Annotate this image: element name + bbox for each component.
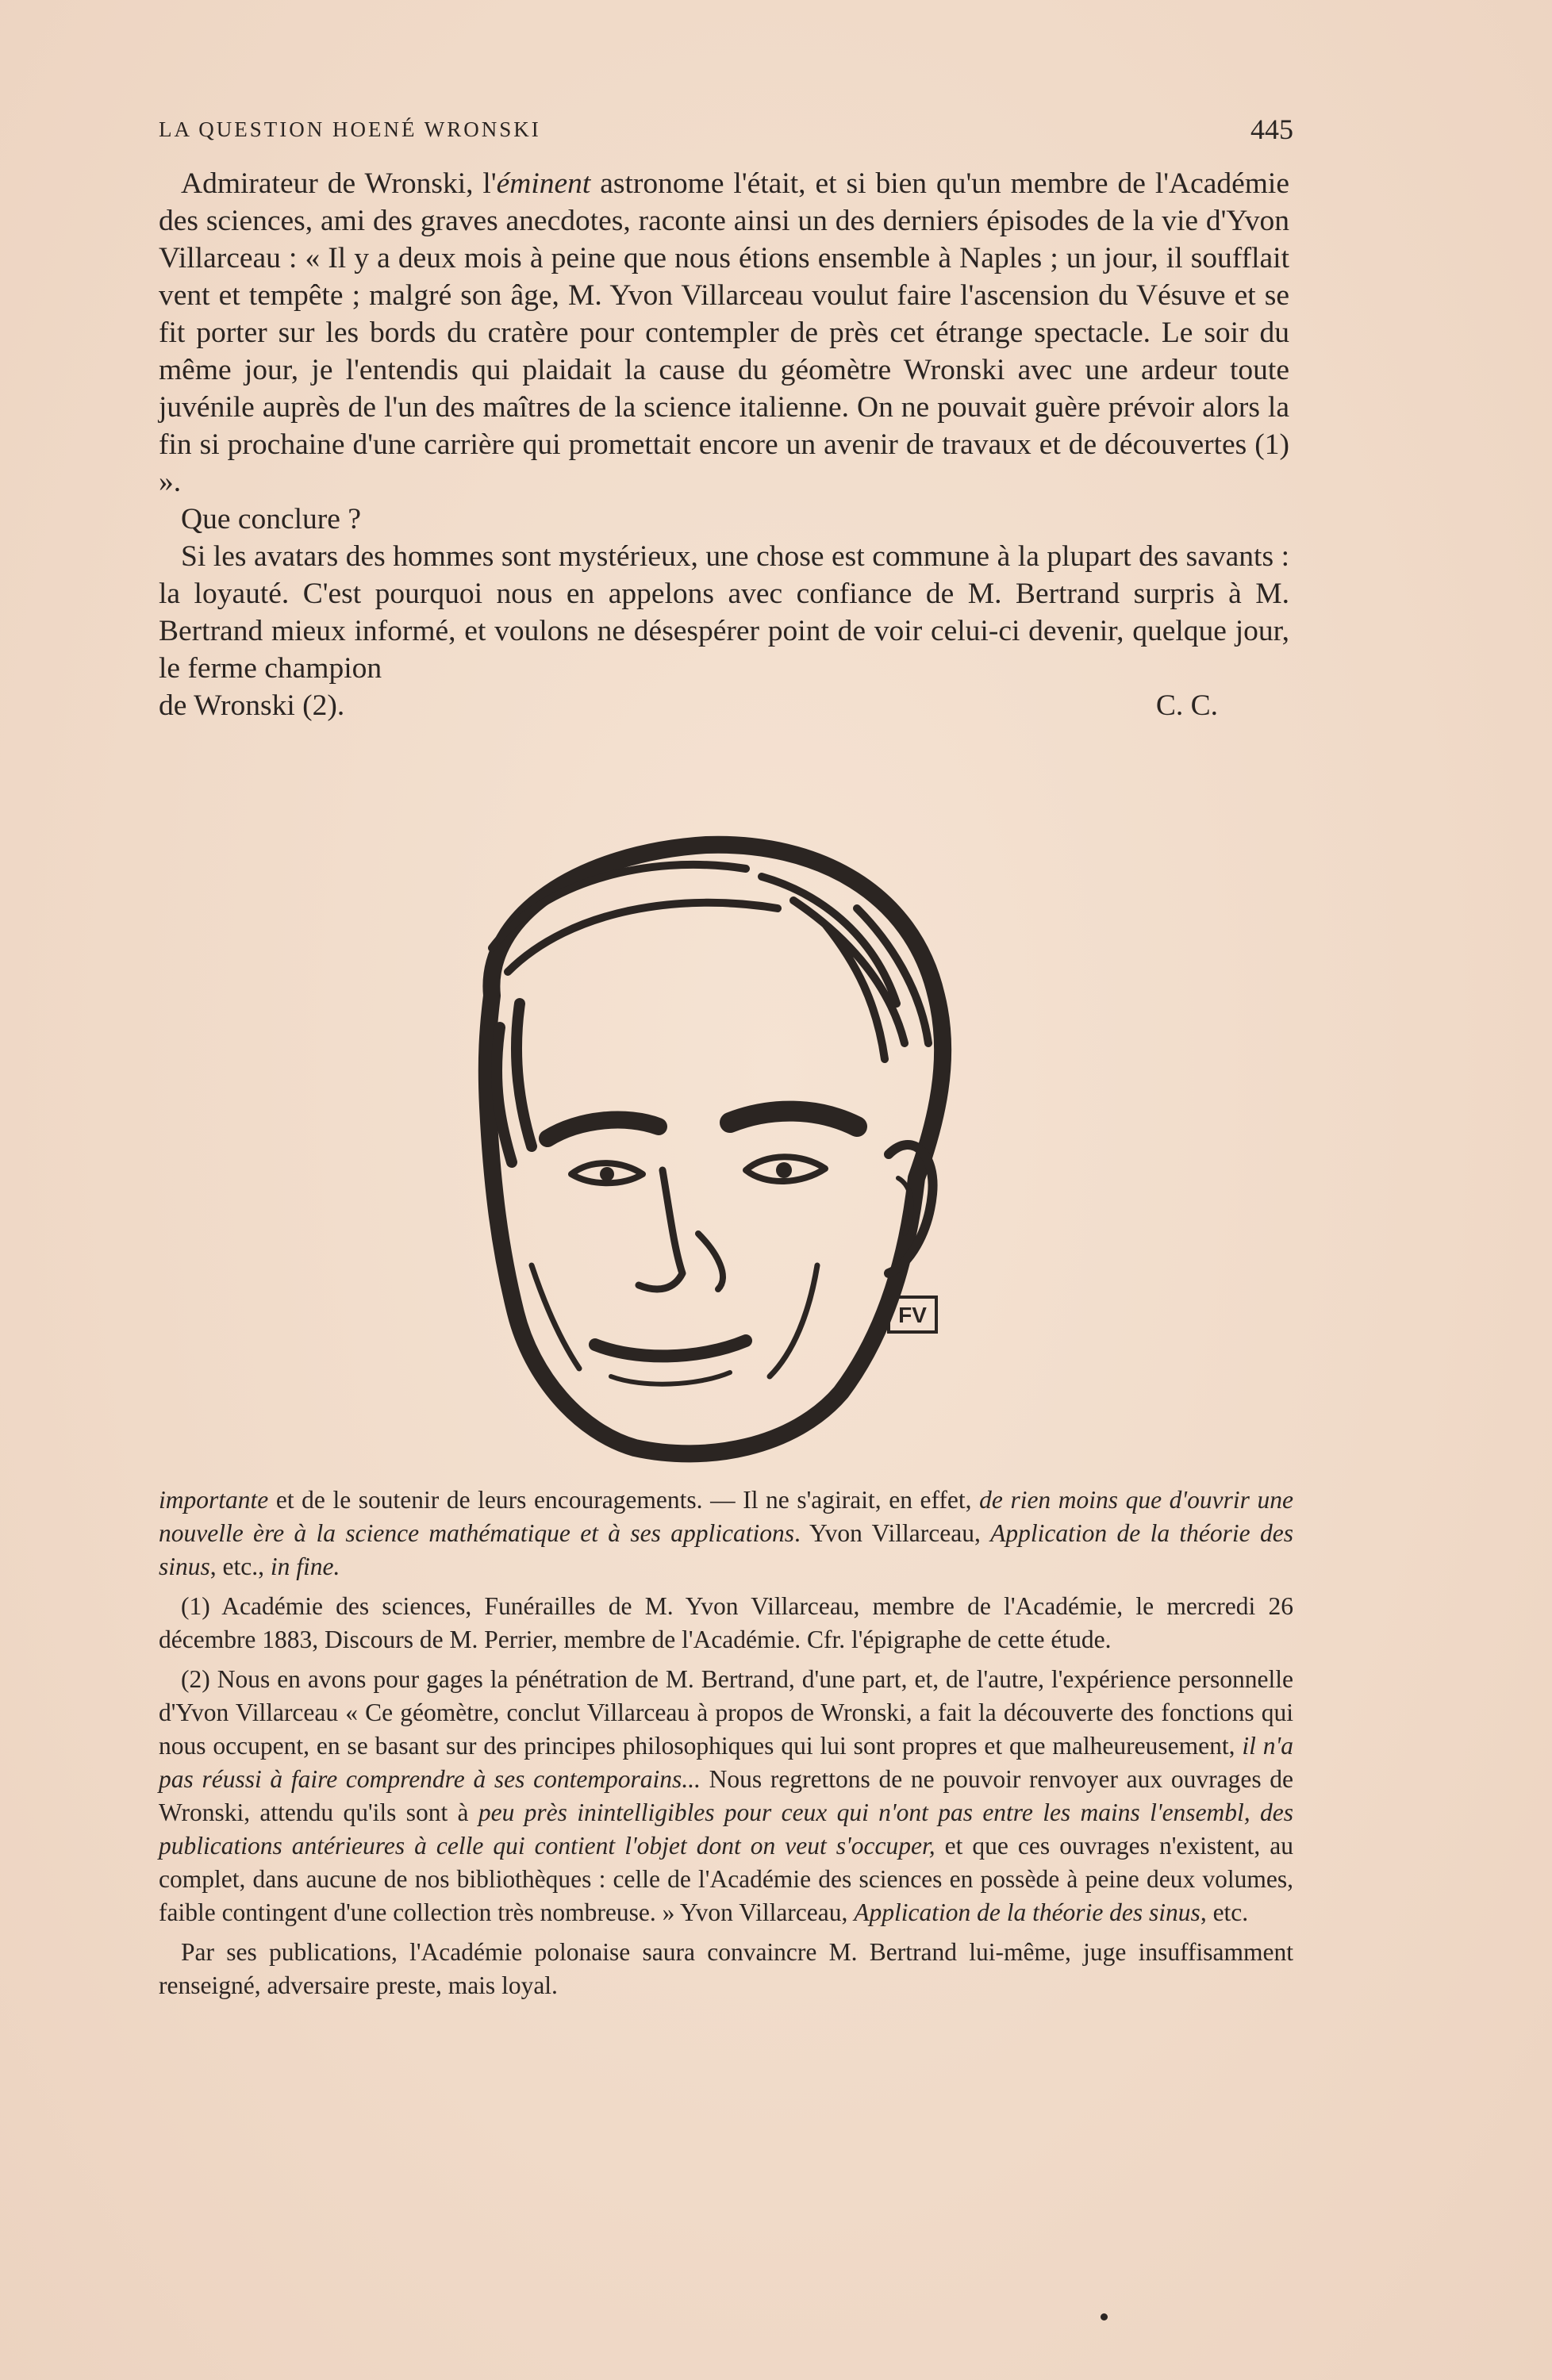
footnote-text-3: , etc., [209, 1553, 271, 1580]
page-number: 445 [1250, 113, 1293, 145]
footnote-2-em-d: peu près inintelligibles pour ceux qui n'ont pas entre les mains l'ensembl, des publications antérieures à celle qui contient l'objet dont on veut s'occuper, [159, 1798, 1293, 1860]
main-text [159, 165, 1289, 724]
closing-paragraph: Par ses publications, l'Académie polonaise saura convaincre M. Bertrand lui-même, juge insuffisamment renseigné, adversaire preste, mais loyal. [159, 1938, 1293, 1999]
footnote-2-text-a: (2) Nous en avons pour gages la pénétration de M. Bertrand, d'une part, et, de l'autre, l'expérience personnelle d'Yvon Villarceau « Ce géomètre, conclut Villarceau à propos de Wronski, a fait la découverte des fonctions qui nous occupent, en se basant sur des principes philosophiques qui lui sont propres et que malheureusement, [159, 1665, 1293, 1760]
monogram: FV [898, 1303, 927, 1327]
mouth [595, 1341, 746, 1356]
portrait-illustration [444, 821, 984, 1480]
footnote-text-1: et de le soutenir de leurs encouragements. — Il ne s'agirait, en effet, [268, 1486, 980, 1514]
paragraph-2: Que conclure ? [181, 503, 361, 536]
end-mark [1101, 2313, 1108, 2320]
footnote-2-text-c: Nous regrettons de ne pouvoir renvoyer aux ouvrages de Wronski, attendu qu'ils sont à [159, 1765, 1293, 1826]
running-head: LA QUESTION HOENÉ WRONSKI [159, 117, 541, 141]
footnote-2-em-b: il n'a pas réussi à faire comprendre à ses contemporains... [159, 1732, 1293, 1793]
footnote-continuation [159, 1484, 1293, 1583]
footnote-1: (1) Académie des sciences, Funérailles de M. Yvon Villarceau, membre de l'Académie, le mercredi 26 décembre 1883, Discours de M. Perrier, membre de l'Académie. Cfr. l'épigraphe de cette étude. [159, 1592, 1293, 1653]
paragraph-1-start: Admirateur de Wronski, l' [181, 167, 497, 200]
footnote-2-text-g: , etc. [1200, 1898, 1249, 1926]
paragraph-3-end: de Wronski (2). [159, 689, 345, 722]
footnote-em-2: de rien moins que d'ouvrir une nouvelle ère à la science mathématique et à ses applications [159, 1486, 1293, 1547]
footnote-2-em-f: Application de la théorie des sinus [854, 1898, 1200, 1926]
closing-line [159, 687, 1289, 724]
signature: C. C. [1155, 689, 1218, 722]
footnote-text-2: . Yvon Villarceau, [794, 1519, 991, 1547]
right-eyebrow [730, 1111, 857, 1127]
footnote-em-4: in fine. [270, 1553, 340, 1580]
paragraph-1-rest: astronome l'était, et si bien qu'un membre de l'Académie des sciences, ami des graves anecdotes, raconte ainsi un des derniers épisodes de la vie d'Yvon Villarceau : « Il y a deux mois à peine que nous étions ensemble à Naples ; un jour, il soufflait vent et tempête ; malgré son âge, M. Yvon Villarceau voulut faire l'ascension du Vésuve et se fit porter sur les bords du cratère pour contempler de près cet étrange spectacle. Le soir du même jour, je l'entendis qui plaidait la cause du géomètre Wronski avec une ardeur toute juvénile auprès de l'un des maîtres de la science italienne. On ne pouvait guère prévoir alors la fin si prochaine d'une carrière qui promettait encore un avenir de travaux et de découvertes (1) ». [159, 167, 1289, 498]
left-eyebrow [547, 1120, 659, 1138]
footnotes [159, 1484, 1293, 2002]
footnote-2-text-e: et que ces ouvrages n'existent, au complet, dans aucune de nos bibliothèques : celle de l'Académie des sciences en possède à peine deux volumes, faible contingent d'une collection très nombreuse. » Yvon Villarceau, [159, 1832, 1293, 1926]
page-header [159, 113, 1293, 157]
paragraph-1-emphasis: éminent [496, 167, 591, 200]
nose [639, 1170, 682, 1289]
footnote-em-1: importante [159, 1486, 269, 1514]
footnote-2 [159, 1663, 1293, 1929]
paragraph-1 [159, 165, 1289, 501]
paragraph-3: Si les avatars des hommes sont mystérieux, une chose est commune à la plupart des savants : la loyauté. C'est pourquoi nous en appelons avec confiance de M. Bertrand surpris à M. Bertrand mieux informé, et voulons ne désespérer point de voir celui-ci devenir, quelque jour, le ferme champion [159, 540, 1289, 685]
footnote-em-3: Application de la théorie des sinus [159, 1519, 1293, 1580]
